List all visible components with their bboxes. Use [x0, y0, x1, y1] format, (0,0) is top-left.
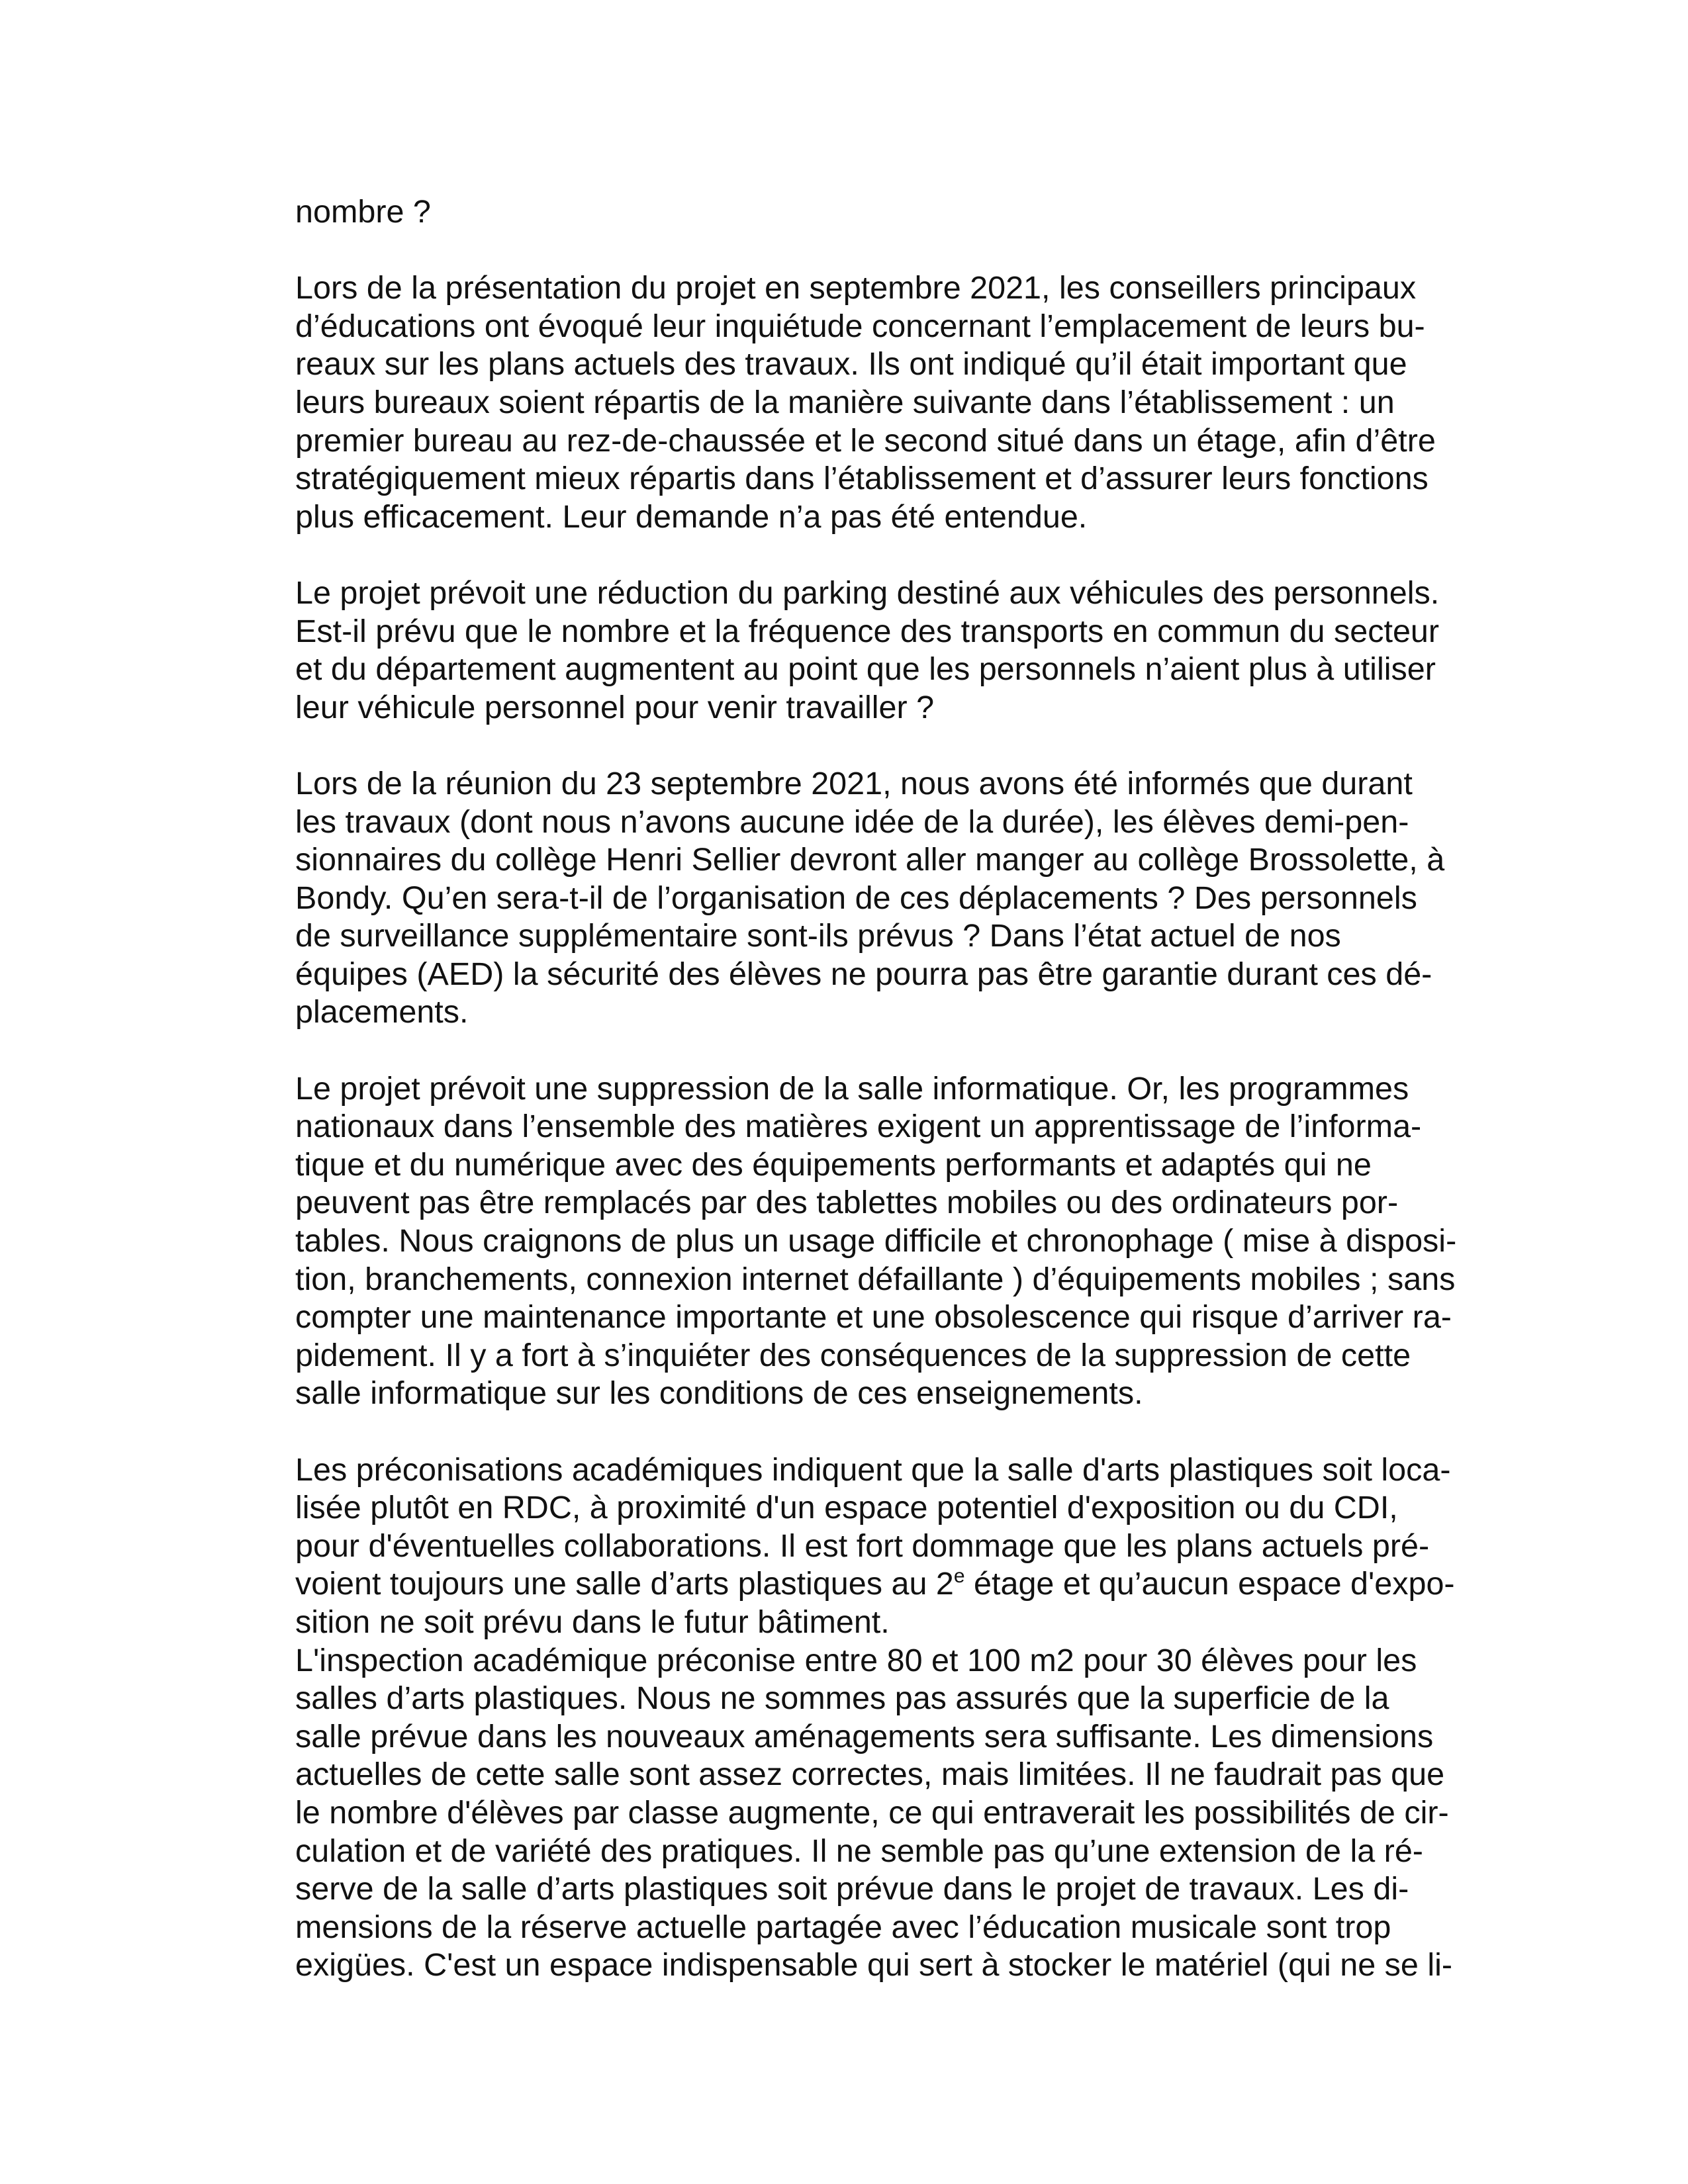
text-line: nombre ? [295, 194, 431, 230]
text-line: plus efficacement. Leur demande n’a pas été entendue. [295, 498, 1088, 535]
text-line: d’éducations ont évoqué leur inquiétude concernant l’emplacement de leurs bu- [295, 308, 1425, 344]
text-segment: voient toujours une salle d’arts plastiques au 2 [295, 1566, 954, 1602]
text-line: premier bureau au rez-de-chaussée et le second situé dans un étage, afin d’être [295, 422, 1436, 459]
text-line: actuelles de cette salle sont assez correctes, mais limitées. Il ne faudrait pas que [295, 1756, 1445, 1793]
text-line: tables. Nous craignons de plus un usage difficile et chronophage ( mise à disposi- [295, 1223, 1457, 1259]
text-line: sition ne soit prévu dans le futur bâtiment. [295, 1604, 890, 1640]
paragraph-art-room-size [295, 1642, 1507, 1985]
text-line: peuvent pas être remplacés par des tablettes mobiles ou des ordinateurs por- [295, 1185, 1399, 1221]
text-line: salle prévue dans les nouveaux aménagements sera suffisante. Les dimensions [295, 1718, 1434, 1754]
text-line: Lors de la réunion du 23 septembre 2021, nous avons été informés que durant [295, 765, 1413, 801]
text-line: reaux sur les plans actuels des travaux. Ils ont indiqué qu’il était important que [295, 346, 1407, 383]
paragraph-art-room-location [295, 1451, 1507, 1642]
text-line: mensions de la réserve actuelle partagée avec l’éducation musicale sont trop [295, 1909, 1391, 1945]
paragraph-cpe-offices [295, 269, 1507, 536]
text-line: sionnaires du collège Henri Sellier devront aller manger au collège Brossolette, à [295, 842, 1445, 878]
text-line: placements. [295, 994, 469, 1030]
text-line: et du département augmentent au point que les personnels n’aient plus à utiliser [295, 651, 1436, 688]
text-line: Est-il prévu que le nombre et la fréquence des transports en commun du secteur [295, 613, 1440, 649]
text-line: les travaux (dont nous n’avons aucune idée de la durée), les élèves demi-pen- [295, 803, 1409, 840]
text-line: leur véhicule personnel pour venir travailler ? [295, 689, 935, 725]
ordinal-superscript: e [953, 1565, 965, 1588]
text-line: tion, branchements, connexion internet défaillante ) d’équipements mobiles ; sans [295, 1261, 1456, 1297]
text-line-with-superscript [295, 1565, 1507, 1604]
text-line: serve de la salle d’arts plastiques soit prévue dans le projet de travaux. Les di- [295, 1871, 1409, 1907]
text-line: de surveillance supplémentaire sont-ils prévus ? Dans l’état actuel de nos [295, 918, 1341, 954]
text-line: culation et de variété des pratiques. Il ne semble pas qu’une extension de la ré- [295, 1833, 1423, 1869]
text-line: Le projet prévoit une réduction du parking destiné aux véhicules des personnels. [295, 574, 1440, 611]
text-line: lisée plutôt en RDC, à proximité d'un espace potentiel d'exposition ou du CDI, [295, 1490, 1398, 1526]
text-line: salle informatique sur les conditions de ces enseignements. [295, 1375, 1143, 1412]
text-line: Lors de la présentation du projet en septembre 2021, les conseillers principaux [295, 270, 1417, 306]
text-line: équipes (AED) la sécurité des élèves ne pourra pas être garantie durant ces dé- [295, 956, 1432, 992]
text-line: salles d’arts plastiques. Nous ne sommes pas assurés que la superficie de la [295, 1680, 1389, 1717]
text-line: le nombre d'élèves par classe augmente, ce qui entraverait les possibilités de cir- [295, 1794, 1449, 1831]
document-body [295, 193, 1507, 1985]
text-line: Le projet prévoit une suppression de la salle informatique. Or, les programmes [295, 1070, 1409, 1107]
paragraph-computer-room [295, 1070, 1507, 1413]
text-line: Les préconisations académiques indiquent que la salle d'arts plastiques soit loca- [295, 1451, 1451, 1488]
text-line: stratégiquement mieux répartis dans l’établissement et d’assurer leurs fonctions [295, 461, 1429, 497]
text-segment: étage et qu’aucun espace d'expo- [964, 1566, 1455, 1602]
text-line: L'inspection académique préconise entre 80 et 100 m2 pour 30 élèves pour les [295, 1642, 1417, 1678]
text-line: nationaux dans l’ensemble des matières exigent un apprentissage de l’informa- [295, 1109, 1422, 1145]
text-line: pidement. Il y a fort à s’inquiéter des conséquences de la suppression de cette [295, 1337, 1411, 1373]
text-line: Bondy. Qu’en sera-t-il de l’organisation de ces déplacements ? Des personnels [295, 880, 1417, 916]
paragraph-parking [295, 574, 1507, 727]
paragraph-continuation [295, 193, 1507, 232]
text-line: exigües. C'est un espace indispensable qui sert à stocker le matériel (qui ne se li- [295, 1947, 1453, 1983]
text-line: leurs bureaux soient répartis de la manière suivante dans l’établissement : un [295, 384, 1395, 420]
paragraph-canteen-travel [295, 765, 1507, 1032]
text-line: compter une maintenance importante et une obsolescence qui risque d’arriver ra- [295, 1299, 1452, 1336]
text-line: pour d'éventuelles collaborations. Il est fort dommage que les plans actuels pré- [295, 1527, 1430, 1564]
text-line: tique et du numérique avec des équipements performants et adaptés qui ne [295, 1146, 1372, 1183]
